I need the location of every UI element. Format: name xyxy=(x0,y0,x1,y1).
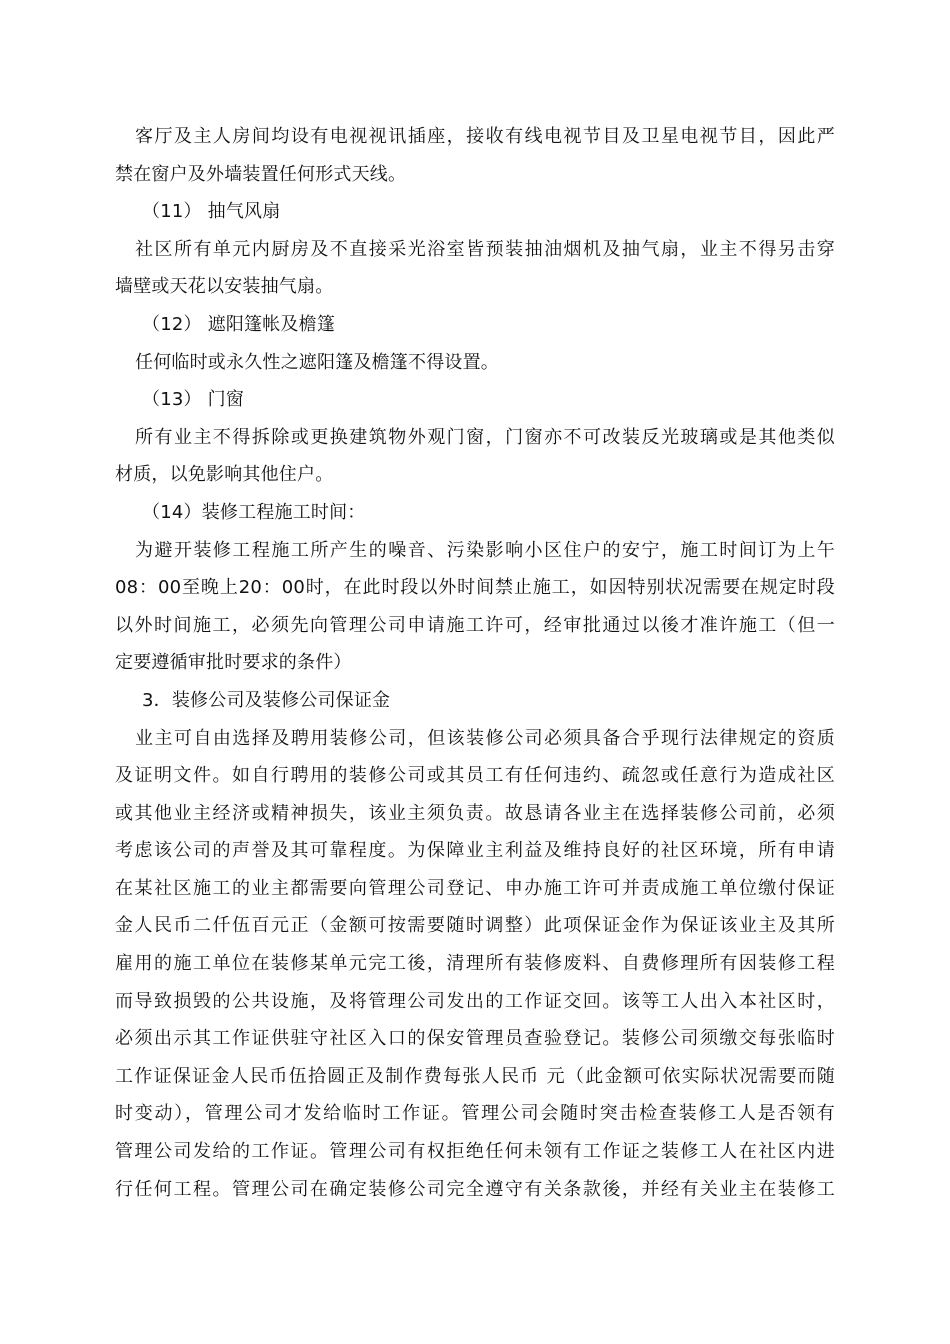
paragraph-line: 材质，以免影响其他住户。 xyxy=(115,464,334,486)
paragraph-line: 在某社区施工的业主都需要向管理公司登记、申办施工许可并责成施工单位缴付保证 xyxy=(115,877,835,899)
paragraph-line: 墙壁或天花以安装抽气扇。 xyxy=(115,276,334,298)
paragraph-line: 08：00至晚上20：00时，在此时段以外时间禁止施工，如因特别状况需要在规定时段 xyxy=(115,577,835,599)
paragraph-line: 金人民币二仟伍百元正（金额可按需要随时调整）此项保证金作为保证该业主及其所 xyxy=(115,915,835,937)
section-heading: （11） 抽气风扇 xyxy=(142,201,281,223)
paragraph-line: 或其他业主经济或精神损失，该业主须负责。故恳请各业主在选择装修公司前，必须 xyxy=(115,802,835,824)
section-heading: （13） 门窗 xyxy=(142,389,245,411)
paragraph-line: 考虑该公司的声誉及其可靠程度。为保障业主利益及维持良好的社区环境，所有申请 xyxy=(115,840,835,862)
paragraph-line: 为避开装修工程施工所产生的噪音、污染影响小区住户的安宁，施工时间订为上午 xyxy=(135,539,835,561)
paragraph-line: 客厅及主人房间均设有电视视讯插座，接收有线电视节目及卫星电视节目，因此严 xyxy=(135,126,835,147)
paragraph-line: 工作证保证金人民币伍拾圆正及制作费每张人民币 元（此金额可依实际状况需要而随 xyxy=(115,1065,835,1087)
paragraph-line: 管理公司发给的工作证。管理公司有权拒绝任何未领有工作证之装修工人在社区内进 xyxy=(115,1141,835,1163)
paragraph-line: 社区所有单元内厨房及不直接采光浴室皆预装抽油烟机及抽气扇，业主不得另击穿 xyxy=(135,238,835,260)
paragraph-line: 禁在窗户及外墙装置任何形式天线。 xyxy=(115,163,407,185)
paragraph-line: 必须出示其工作证供驻守社区入口的保安管理员查验登记。装修公司须缴交每张临时 xyxy=(115,1028,835,1050)
paragraph-line: 以外时间施工，必须先向管理公司申请施工许可，经审批通过以後才准许施工（但一 xyxy=(115,614,835,636)
paragraph-line: 时变动），管理公司才发给临时工作证。管理公司会随时突击检查装修工人是否领有 xyxy=(115,1103,835,1125)
paragraph-line: 定要遵循审批时要求的条件） xyxy=(115,652,352,674)
paragraph-line: 雇用的施工单位在装修某单元完工後，清理所有装修废料、自费修理所有因装修工程 xyxy=(115,953,835,975)
paragraph-line: 行任何工程。管理公司在确定装修公司完全遵守有关条款後，并经有关业主在装修工 xyxy=(115,1178,835,1200)
document-page xyxy=(115,118,835,1208)
paragraph-line: 及证明文件。如自行聘用的装修公司或其员工有任何违约、疏忽或任意行为造成社区 xyxy=(115,765,835,787)
section-heading: （14）装修工程施工时间： xyxy=(142,501,366,523)
paragraph-line: 业主可自由选择及聘用装修公司，但该装修公司必须具备合乎现行法律规定的资质 xyxy=(135,727,835,749)
section-heading: （12） 遮阳篷帐及檐篷 xyxy=(142,313,336,335)
paragraph-line: 而导致损毁的公共设施，及将管理公司发出的工作证交回。该等工人出入本社区时， xyxy=(115,990,835,1012)
section-heading: 3．装修公司及装修公司保证金 xyxy=(142,689,391,711)
paragraph-line: 所有业主不得拆除或更换建筑物外观门窗，门窗亦不可改装反光玻璃或是其他类似 xyxy=(135,426,835,448)
paragraph-line: 任何临时或永久性之遮阳篷及檐篷不得设置。 xyxy=(135,351,499,373)
